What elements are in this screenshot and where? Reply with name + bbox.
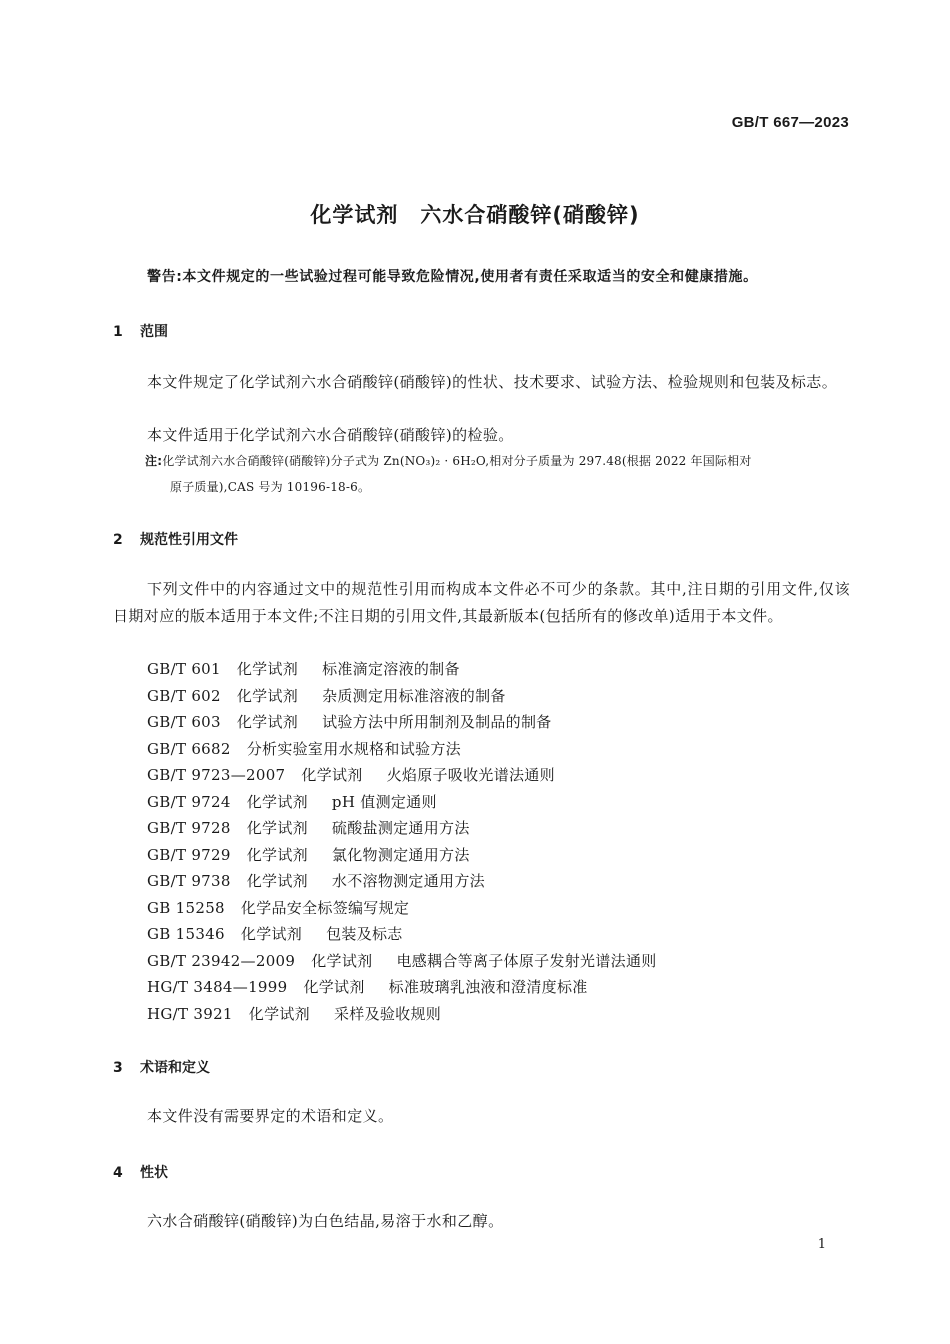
normative-references-list xyxy=(147,656,657,1027)
section-number: 3 xyxy=(113,1060,123,1076)
reference-item xyxy=(147,868,657,895)
reference-code: GB/T 602 xyxy=(147,686,221,705)
reference-tag: 化学试剂 xyxy=(246,872,308,890)
reference-tag: 化学试剂 xyxy=(301,766,363,784)
document-title: 化学试剂 六水合硝酸锌(硝酸锌) xyxy=(310,203,640,227)
reference-title: 分析实验室用水规格和试验方法 xyxy=(246,739,461,758)
section-4-heading xyxy=(113,1162,168,1182)
reference-item xyxy=(147,683,657,710)
note-text-line-2: 原子质量),CAS 号为 10196-18-6。 xyxy=(170,480,371,494)
reference-tag: 化学试剂 xyxy=(246,845,308,864)
reference-item xyxy=(147,736,657,763)
reference-title: 试验方法中所用制剂及制品的制备 xyxy=(322,713,552,731)
reference-code: GB/T 603 xyxy=(147,713,221,731)
reference-item xyxy=(147,656,657,683)
reference-code: GB/T 6682 xyxy=(147,739,231,758)
reference-title: 氯化物测定通用方法 xyxy=(331,845,470,864)
reference-code: GB/T 9724 xyxy=(147,792,231,811)
reference-title: 硫酸盐测定通用方法 xyxy=(331,819,470,837)
reference-title: pH 值测定通则 xyxy=(331,792,437,811)
reference-item xyxy=(147,948,657,975)
reference-tag: 化学试剂 xyxy=(303,978,365,996)
section-title: 范围 xyxy=(140,324,168,340)
reference-tag: 化学试剂 xyxy=(236,660,299,678)
page-number: 1 xyxy=(817,1237,826,1252)
note-text-line-1: 化学试剂六水合硝酸锌(硝酸锌)分子式为 Zn(NO₃)₂ · 6H₂O,相对分子质量为 297.48(根据 2022 年国际相对 xyxy=(162,454,752,468)
reference-item xyxy=(147,895,657,922)
reference-code: GB/T 23942—2009 xyxy=(147,951,296,970)
section-3-heading xyxy=(113,1057,210,1077)
reference-item xyxy=(147,762,657,789)
reference-title: 标准玻璃乳浊液和澄清度标准 xyxy=(388,978,588,996)
reference-title: 包装及标志 xyxy=(326,925,403,943)
reference-title: 采样及验收规则 xyxy=(333,1004,442,1023)
reference-item xyxy=(147,842,657,869)
reference-item xyxy=(147,974,657,1001)
reference-title: 杂质测定用标准溶液的制备 xyxy=(322,686,506,705)
reference-tag: 化学试剂 xyxy=(236,686,299,705)
reference-code: GB 15346 xyxy=(147,925,225,943)
reference-code: GB/T 9729 xyxy=(147,845,231,864)
reference-title: 化学品安全标签编写规定 xyxy=(240,898,410,917)
reference-code: GB/T 9738 xyxy=(147,872,231,890)
section-3-paragraph-1: 本文件没有需要界定的术语和定义。 xyxy=(147,1107,394,1125)
note-label: 注: xyxy=(145,454,163,468)
reference-title: 火焰原子吸收光谱法通则 xyxy=(386,766,555,784)
reference-code: GB 15258 xyxy=(147,898,225,917)
reference-code: HG/T 3484—1999 xyxy=(147,978,288,996)
section-title: 性状 xyxy=(140,1165,168,1181)
reference-tag: 化学试剂 xyxy=(236,713,299,731)
section-1-heading xyxy=(113,321,168,341)
section-2-heading xyxy=(113,529,238,549)
section-1-note xyxy=(145,448,850,500)
section-1-paragraph-2: 本文件适用于化学试剂六水合硝酸锌(硝酸锌)的检验。 xyxy=(147,426,514,444)
section-title: 规范性引用文件 xyxy=(140,532,238,548)
reference-code: GB/T 9723—2007 xyxy=(147,766,286,784)
reference-item xyxy=(147,921,657,948)
reference-code: HG/T 3921 xyxy=(147,1004,233,1023)
section-title: 术语和定义 xyxy=(140,1060,210,1076)
reference-code: GB/T 9728 xyxy=(147,819,231,837)
reference-title: 电感耦合等离子体原子发射光谱法通则 xyxy=(396,951,657,970)
section-number: 2 xyxy=(113,532,123,548)
reference-tag: 化学试剂 xyxy=(246,819,308,837)
safety-warning: 警告:本文件规定的一些试验过程可能导致危险情况,使用者有责任采取适当的安全和健康措施。 xyxy=(147,269,758,285)
section-number: 4 xyxy=(113,1165,123,1181)
reference-item xyxy=(147,709,657,736)
reference-tag: 化学试剂 xyxy=(311,951,373,970)
reference-item xyxy=(147,815,657,842)
reference-tag: 化学试剂 xyxy=(248,1004,310,1023)
standard-code: GB/T 667—2023 xyxy=(731,114,849,131)
reference-tag: 化学试剂 xyxy=(246,792,308,811)
reference-item xyxy=(147,1001,657,1028)
section-number: 1 xyxy=(113,324,123,340)
section-2-paragraph-1: 下列文件中的内容通过文中的规范性引用而构成本文件必不可少的条款。其中,注日期的引用文件,仅该日期对应的版本适用于本文件;不注日期的引用文件,其最新版本(包括所有的修改单)适用于本文件。 xyxy=(113,580,850,625)
reference-code: GB/T 601 xyxy=(147,660,221,678)
reference-title: 标准滴定溶液的制备 xyxy=(322,660,460,678)
reference-tag: 化学试剂 xyxy=(240,925,303,943)
reference-title: 水不溶物测定通用方法 xyxy=(331,872,485,890)
reference-item xyxy=(147,789,657,816)
section-1-paragraph-1: 本文件规定了化学试剂六水合硝酸锌(硝酸锌)的性状、技术要求、试验方法、检验规则和包装及标志。 xyxy=(147,373,838,391)
section-4-paragraph-1: 六水合硝酸锌(硝酸锌)为白色结晶,易溶于水和乙醇。 xyxy=(147,1212,504,1230)
